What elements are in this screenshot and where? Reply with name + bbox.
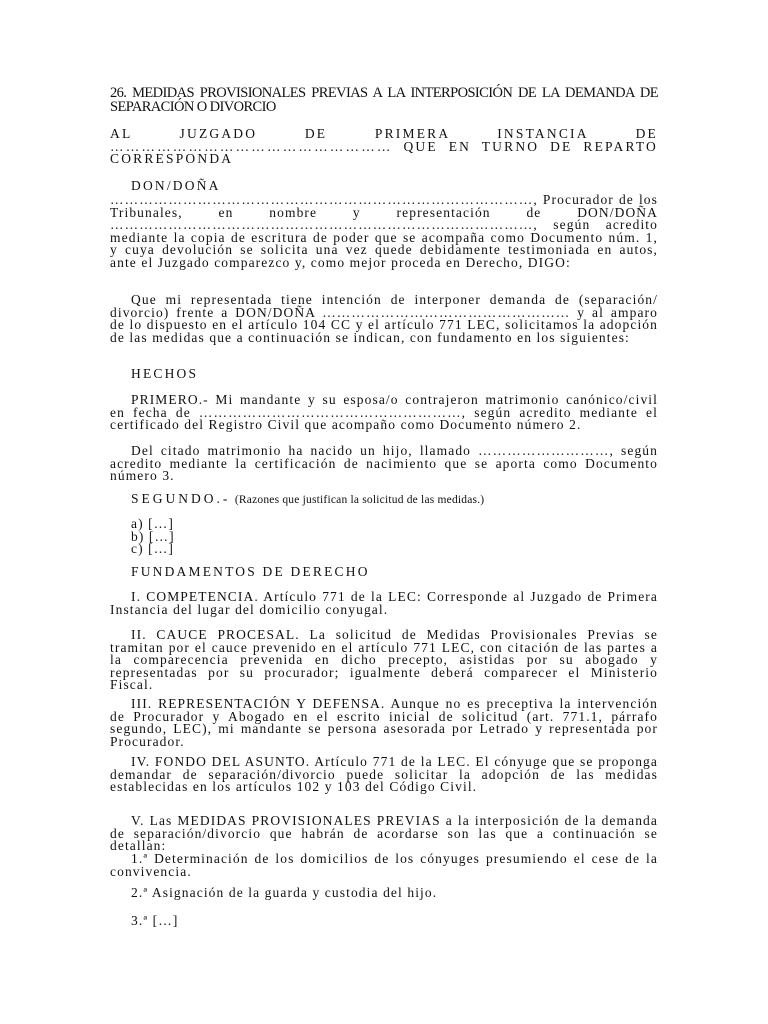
document-title: 26. MEDIDAS PROVISIONALES PREVIAS A LA INTERPOSICIÓN DE LA DEMANDA DE SEPARACIÓN O DIVORCIO [110,85,658,115]
fundamento-medidas: V. Las MEDIDAS PROVISIONALES PREVIAS a la interposición de la demanda de separación/divorcio que habrán de acordarse son las que a continuación se detallan: [110,813,658,854]
medida-1: 1.ª Determinación de los domicilios de los cónyuges presumiendo el cese de la convivencia. [110,851,658,879]
court-address: AL JUZGADO DE PRIMERA INSTANCIA DE ……………………………………………… QUE EN TURNO DE REPARTO CORRESPONDA [110,126,658,167]
hechos-heading: HECHOS [131,366,199,381]
fundamento-representacion: III. REPRESENTACIÓN Y DEFENSA. Aunque no es preceptiva la intervención de Procurador y Abogado en el escrito inicial de solicitud (art. 771.1, párrafo segundo, LEC), mi mandante se persona asesorada por Letrado y representada por Procurador. [110,696,658,749]
list-item: c) […] [131,541,174,557]
list-item: b) […] [131,528,175,544]
intention-paragraph: Que mi representada tiene intención de interponer demanda de (separación/ divorcio) frente a DON/DOÑA …………………………………………… y al amparo de lo dispuesto en el artículo 104 CC y el artículo 771 LEC, solicitamos la adopción de las medidas que a continuación se indican, con fundamento en los siguientes: [110,292,658,345]
fundamentos-heading: FUNDAMENTOS DE DERECHO [131,564,370,579]
medida-3: 3.ª […] [131,913,179,928]
fundamento-cauce-procesal: II. CAUCE PROCESAL. La solicitud de Medidas Provisionales Previas se tramitan por el cauce prevenido en el artículo 771 LEC, con citación de las partes a la comparecencia prevenida en dicho precepto, asistidas por su abogado y representadas por su procurador; igualmente deberá comparecer el Ministerio Fiscal. [110,627,658,693]
intro-paragraph: ……………………………………………………………………………, Procurador de los Tribunales, en nombre y representación de DON/DOÑA ……………………………………………………………………………, según acredito mediante la copia de escritura de poder que se acompaña como Documento núm. 1, y cuya devolución se solicita una vez quede debidamente testimoniada en autos, ante el Juzgado comparezco y, como mejor proceda en Derecho, DIGO: [110,192,658,270]
list-item: a) […] [131,516,174,531]
don-label: DON/DOÑA [131,178,221,193]
segundo-note: (Razones que justifican la solicitud de las medidas.) [234,494,485,506]
segundo-line [110,493,658,507]
fundamento-fondo: IV. FONDO DEL ASUNTO. Artículo 771 de la LEC. El cónyuge que se proponga demandar de separación/divorcio puede solicitar la adopción de las medidas establecidas en los artículos 102 y 103 del Código Civil. [110,754,658,795]
primero-paragraph: PRIMERO.- Mi mandante y su esposa/o contrajeron matrimonio canónico/civil en fecha de ………………………………………………, según acredito mediante el certificado del Registro Civil que acompaño como Documento número 2. [110,392,658,433]
medida-2: 2.ª Asignación de la guarda y custodia del hijo. [131,885,438,900]
segundo-label: SEGUNDO.- [131,491,231,506]
fundamento-competencia: I. COMPETENCIA. Artículo 771 de la LEC: Corresponde al Juzgado de Primera Instancia del lugar del domicilio conyugal. [110,589,658,617]
segundo-list [131,518,331,556]
hijo-paragraph: Del citado matrimonio ha nacido un hijo, llamado ………………………, según acredito mediante la certificación de nacimiento que se aporta como Documento número 3. [110,443,658,484]
